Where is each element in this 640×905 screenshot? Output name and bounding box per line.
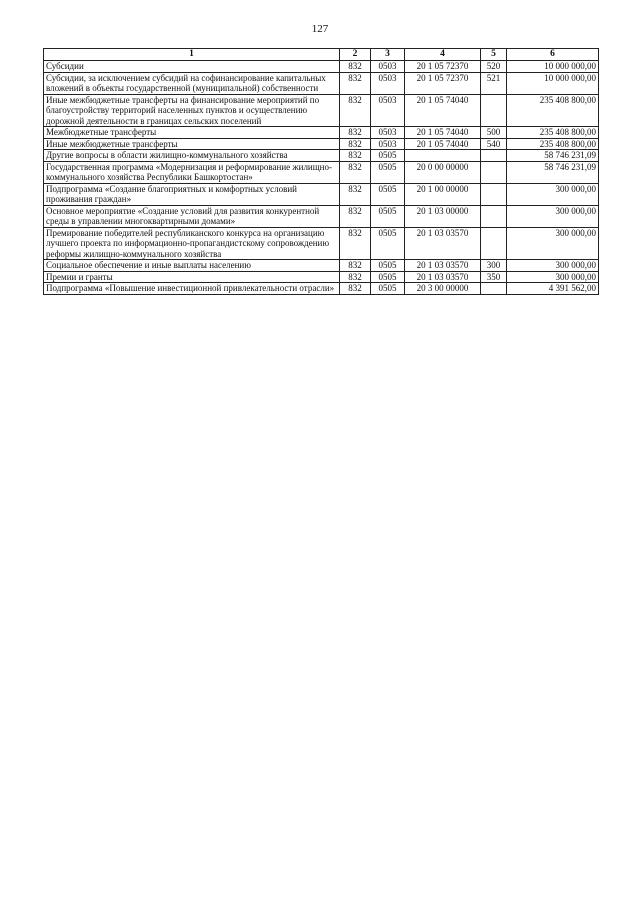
row-code-section: 0505 bbox=[371, 161, 405, 183]
row-name: Субсидии, за исключением субсидий на софинансирование капитальных вложений в объекты государственной (муниципальной) собственности bbox=[44, 72, 340, 94]
row-code-expense-type: 520 bbox=[481, 61, 507, 73]
row-name: Основное мероприятие «Создание условий для развития конкурентной среды в управлении многоквартирными домами» bbox=[44, 205, 340, 227]
row-code-target: 20 1 05 74040 bbox=[405, 94, 481, 127]
row-amount: 300 000,00 bbox=[507, 260, 599, 272]
row-amount: 300 000,00 bbox=[507, 227, 599, 260]
row-code-expense-type bbox=[481, 94, 507, 127]
row-code-ministry: 832 bbox=[340, 227, 371, 260]
table-row bbox=[44, 150, 599, 162]
row-code-target: 20 1 03 03570 bbox=[405, 271, 481, 283]
row-code-target: 20 1 00 00000 bbox=[405, 183, 481, 205]
row-code-ministry: 832 bbox=[340, 94, 371, 127]
table-row bbox=[44, 127, 599, 139]
row-code-expense-type bbox=[481, 227, 507, 260]
row-amount: 4 391 562,00 bbox=[507, 283, 599, 295]
row-code-ministry: 832 bbox=[340, 61, 371, 73]
row-code-target: 20 1 05 72370 bbox=[405, 72, 481, 94]
row-code-ministry: 832 bbox=[340, 205, 371, 227]
table-row bbox=[44, 283, 599, 295]
header-row bbox=[44, 49, 599, 61]
table-row bbox=[44, 94, 599, 127]
row-amount: 10 000 000,00 bbox=[507, 61, 599, 73]
table-row bbox=[44, 271, 599, 283]
row-code-target: 20 3 00 00000 bbox=[405, 283, 481, 295]
row-code-ministry: 832 bbox=[340, 283, 371, 295]
row-amount: 235 408 800,00 bbox=[507, 138, 599, 150]
row-code-section: 0505 bbox=[371, 205, 405, 227]
row-code-ministry: 832 bbox=[340, 150, 371, 162]
row-code-ministry: 832 bbox=[340, 271, 371, 283]
row-amount: 58 746 231,09 bbox=[507, 150, 599, 162]
row-code-expense-type: 500 bbox=[481, 127, 507, 139]
column-header: 2 bbox=[340, 49, 371, 61]
row-code-target: 20 1 05 74040 bbox=[405, 138, 481, 150]
table-row bbox=[44, 61, 599, 73]
row-code-section: 0503 bbox=[371, 72, 405, 94]
row-amount: 300 000,00 bbox=[507, 205, 599, 227]
row-amount: 235 408 800,00 bbox=[507, 94, 599, 127]
row-code-ministry: 832 bbox=[340, 161, 371, 183]
row-code-target: 20 0 00 00000 bbox=[405, 161, 481, 183]
row-name: Социальное обеспечение и иные выплаты населению bbox=[44, 260, 340, 272]
row-code-section: 0503 bbox=[371, 127, 405, 139]
column-header: 1 bbox=[44, 49, 340, 61]
row-amount: 300 000,00 bbox=[507, 271, 599, 283]
table-row bbox=[44, 227, 599, 260]
budget-table bbox=[43, 48, 599, 295]
column-header: 4 bbox=[405, 49, 481, 61]
row-code-target: 20 1 03 03570 bbox=[405, 227, 481, 260]
row-code-expense-type: 350 bbox=[481, 271, 507, 283]
row-code-target: 20 1 03 00000 bbox=[405, 205, 481, 227]
row-name: Премирование победителей республиканского конкурса на организацию лучшего проекта по информационно-пропагандистскому сопровождению реформы жилищно-коммунального хозяйства bbox=[44, 227, 340, 260]
row-code-expense-type: 300 bbox=[481, 260, 507, 272]
row-code-section: 0503 bbox=[371, 94, 405, 127]
row-code-target: 20 1 05 74040 bbox=[405, 127, 481, 139]
row-code-ministry: 832 bbox=[340, 260, 371, 272]
row-name: Подпрограмма «Создание благоприятных и комфортных условий проживания граждан» bbox=[44, 183, 340, 205]
page-number: 127 bbox=[311, 23, 329, 35]
row-code-section: 0503 bbox=[371, 61, 405, 73]
row-amount: 10 000 000,00 bbox=[507, 72, 599, 94]
row-name: Иные межбюджетные трансферты на финансирование мероприятий по благоустройству территорий населенных пунктов и осуществлению дорожной деятельности в границах сельских поселений bbox=[44, 94, 340, 127]
table-row bbox=[44, 72, 599, 94]
row-amount: 235 408 800,00 bbox=[507, 127, 599, 139]
row-code-expense-type bbox=[481, 183, 507, 205]
row-code-section: 0505 bbox=[371, 227, 405, 260]
row-code-section: 0505 bbox=[371, 283, 405, 295]
table-row bbox=[44, 183, 599, 205]
row-code-expense-type bbox=[481, 161, 507, 183]
row-code-expense-type bbox=[481, 205, 507, 227]
row-code-ministry: 832 bbox=[340, 183, 371, 205]
row-code-target: 20 1 03 03570 bbox=[405, 260, 481, 272]
row-amount: 300 000,00 bbox=[507, 183, 599, 205]
row-name: Премии и гранты bbox=[44, 271, 340, 283]
row-code-ministry: 832 bbox=[340, 72, 371, 94]
row-code-target: 20 1 05 72370 bbox=[405, 61, 481, 73]
row-code-section: 0505 bbox=[371, 183, 405, 205]
row-code-section: 0505 bbox=[371, 150, 405, 162]
table-row bbox=[44, 205, 599, 227]
column-header: 6 bbox=[507, 49, 599, 61]
row-name: Субсидии bbox=[44, 61, 340, 73]
column-header: 3 bbox=[371, 49, 405, 61]
table-body bbox=[44, 61, 599, 295]
row-code-section: 0505 bbox=[371, 271, 405, 283]
row-name: Государственная программа «Модернизация и реформирование жилищно-коммунального хозяйства Республики Башкортостан» bbox=[44, 161, 340, 183]
row-name: Иные межбюджетные трансферты bbox=[44, 138, 340, 150]
row-code-ministry: 832 bbox=[340, 127, 371, 139]
row-name: Межбюджетные трансферты bbox=[44, 127, 340, 139]
table-row bbox=[44, 161, 599, 183]
row-code-expense-type bbox=[481, 150, 507, 162]
row-code-expense-type: 540 bbox=[481, 138, 507, 150]
row-code-ministry: 832 bbox=[340, 138, 371, 150]
row-name: Подпрограмма «Повышение инвестиционной привлекательности отрасли» bbox=[44, 283, 340, 295]
row-code-section: 0505 bbox=[371, 260, 405, 272]
row-code-target bbox=[405, 150, 481, 162]
row-code-section: 0503 bbox=[371, 138, 405, 150]
column-header: 5 bbox=[481, 49, 507, 61]
row-code-expense-type bbox=[481, 283, 507, 295]
table-row bbox=[44, 138, 599, 150]
table-row bbox=[44, 260, 599, 272]
row-amount: 58 746 231,09 bbox=[507, 161, 599, 183]
row-code-expense-type: 521 bbox=[481, 72, 507, 94]
row-name: Другие вопросы в области жилищно-коммунального хозяйства bbox=[44, 150, 340, 162]
